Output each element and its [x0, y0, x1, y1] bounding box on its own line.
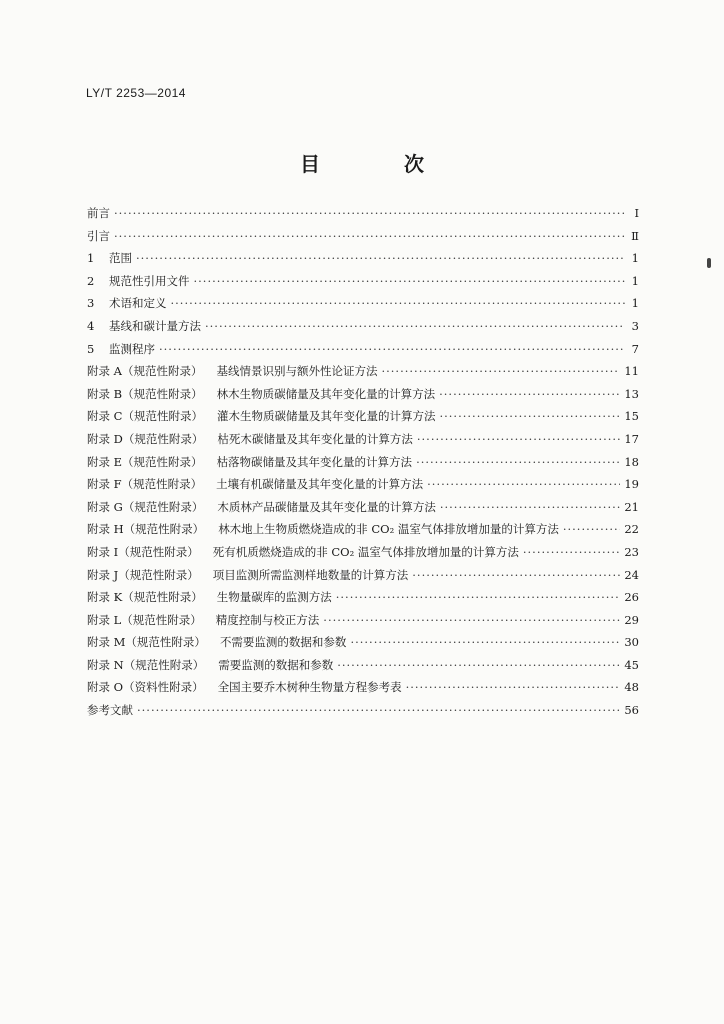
toc-entry-title: 林木生物质碳储量及其年变化量的计算方法 [216, 386, 436, 401]
toc-entry-page: 13 [624, 386, 639, 401]
toc-entry-label [87, 567, 408, 583]
toc-entry-page: 30 [624, 635, 639, 650]
toc-entry-title: 全国主要乔木树种生物量方程参考表 [217, 680, 402, 695]
toc-leader-dots [440, 500, 621, 514]
toc-leader-dots [417, 432, 620, 446]
toc-entry-page: 17 [624, 431, 639, 446]
toc-entry[interactable] [87, 657, 639, 680]
toc-entry-label [87, 318, 201, 334]
toc-leader-dots [137, 703, 620, 717]
toc-entry-appendix: 附录 O（资料性附录） [87, 680, 204, 695]
toc-entry-page: 48 [624, 680, 639, 695]
toc-entry-number: 2 [87, 273, 95, 288]
page-title: 目 次 [300, 152, 456, 176]
toc-leader-dots [427, 477, 620, 491]
toc-entry-label [87, 589, 332, 605]
toc-leader-dots [381, 364, 620, 378]
toc-entry-title: 木质林产品碳储量及其年变化量的计算方法 [217, 499, 436, 514]
toc-entry-label [87, 612, 319, 628]
toc-entry-page: 21 [624, 499, 639, 514]
toc-entry-title: 枯死木碳储量及其年变化量的计算方法 [217, 431, 413, 446]
toc-entry-label [87, 634, 346, 650]
toc-entry-page: 1 [631, 251, 639, 266]
toc-entry[interactable] [87, 431, 639, 454]
toc-entry-page: 23 [624, 544, 639, 559]
toc-entry-label [87, 295, 167, 311]
toc-leader-dots [194, 274, 626, 288]
standard-code: LY/T 2253—2014 [86, 86, 186, 100]
toc-entry-label [87, 476, 423, 492]
toc-entry-appendix: 附录 I（规范性附录） [87, 544, 199, 559]
toc-entry-title: 监测程序 [109, 341, 155, 356]
toc-entry[interactable] [87, 499, 639, 522]
toc-entry-title: 前言 [87, 206, 110, 220]
toc-entry[interactable] [87, 634, 639, 657]
toc-entry-appendix: 附录 G（规范性附录） [87, 499, 204, 514]
toc-entry-page: 56 [624, 703, 639, 718]
toc-entry-label [87, 657, 333, 673]
toc-entry-title: 土壤有机碳储量及其年变化量的计算方法 [216, 477, 424, 492]
toc-entry[interactable] [87, 567, 639, 590]
toc-entry[interactable] [87, 228, 639, 251]
toc-entry-title: 不需要监测的数据和参数 [219, 635, 347, 650]
toc-entry-page: 15 [624, 409, 639, 424]
toc-leader-dots [114, 229, 625, 243]
toc-entry-appendix: 附录 L（规范性附录） [87, 612, 202, 627]
toc-entry-title: 参考文献 [87, 703, 133, 718]
toc-entry-page: Ⅱ [631, 228, 639, 243]
toc-entry-title: 术语和定义 [109, 296, 167, 311]
toc-entry[interactable] [87, 318, 639, 341]
toc-entry-appendix: 附录 J（规范性附录） [87, 567, 199, 582]
toc-leader-dots [337, 658, 620, 672]
toc-entry[interactable] [87, 295, 639, 318]
toc-leader-dots [439, 409, 620, 423]
toc-leader-dots [416, 455, 620, 469]
toc-leader-dots [323, 613, 620, 627]
toc-entry-title: 基线和碳计量方法 [109, 318, 201, 333]
toc-entry[interactable] [87, 702, 639, 725]
toc-entry-page: 3 [631, 318, 639, 333]
table-of-contents [87, 205, 639, 725]
toc-leader-dots [336, 590, 621, 604]
toc-entry-title: 枯落物碳储量及其年变化量的计算方法 [216, 454, 413, 469]
toc-entry-label [87, 228, 110, 244]
toc-entry-label [87, 205, 110, 221]
toc-entry[interactable] [87, 273, 639, 296]
toc-entry-label [87, 408, 435, 424]
toc-entry-label [87, 521, 559, 537]
toc-entry-title: 灌木生物质碳储量及其年变化量的计算方法 [216, 409, 436, 424]
toc-entry-number: 3 [87, 296, 95, 311]
toc-entry[interactable] [87, 250, 639, 273]
toc-entry[interactable] [87, 679, 639, 702]
toc-entry[interactable] [87, 363, 639, 386]
toc-entry-page: 19 [624, 477, 639, 492]
toc-leader-dots [114, 206, 625, 220]
toc-entry-page: 24 [624, 567, 639, 582]
toc-leader-dots [406, 680, 621, 694]
toc-entry-label [87, 702, 133, 718]
toc-entry-appendix: 附录 E（规范性附录） [87, 454, 203, 469]
toc-entry-title: 规范性引用文件 [109, 273, 190, 288]
toc-leader-dots [412, 568, 620, 582]
toc-leader-dots [171, 296, 626, 310]
toc-entry-page: 1 [631, 273, 639, 288]
toc-entry-number: 4 [87, 318, 95, 333]
toc-entry[interactable] [87, 612, 639, 635]
toc-leader-dots [439, 387, 620, 401]
toc-entry[interactable] [87, 521, 639, 544]
toc-entry-label [87, 363, 377, 379]
toc-entry-label [87, 499, 436, 515]
toc-entry-title: 项目监测所需监测样地数量的计算方法 [212, 567, 409, 582]
toc-entry-title: 需要监测的数据和参数 [218, 657, 334, 672]
toc-entry-appendix: 附录 M（规范性附录） [87, 635, 206, 650]
toc-leader-dots [159, 342, 625, 356]
toc-entry-number: 1 [87, 251, 95, 266]
toc-entry[interactable] [87, 341, 639, 364]
toc-entry-appendix: 附录 F（规范性附录） [87, 477, 203, 492]
toc-entry-title: 范围 [109, 251, 132, 266]
toc-entry-label [87, 431, 413, 447]
toc-entry-label [87, 454, 412, 470]
toc-entry-title: 生物量碳库的监测方法 [216, 590, 332, 605]
toc-entry-number: 5 [87, 341, 95, 356]
toc-entry-title: 基线情景识别与额外性论证方法 [216, 364, 378, 379]
toc-leader-dots [523, 545, 621, 559]
toc-entry-appendix: 附录 N（规范性附录） [87, 657, 205, 672]
toc-entry-page: 1 [631, 296, 639, 311]
toc-entry-label [87, 250, 132, 266]
toc-entry-page: Ⅰ [634, 206, 639, 220]
toc-entry-appendix: 附录 A（规范性附录） [87, 364, 203, 379]
toc-entry-label [87, 544, 519, 560]
toc-entry-title: 林木地上生物质燃烧造成的非 CO₂ 温室气体排放增加量的计算方法 [218, 522, 559, 537]
toc-entry-appendix: 附录 C（规范性附录） [87, 409, 203, 424]
toc-leader-dots [563, 522, 621, 536]
toc-leader-dots [350, 635, 620, 649]
toc-entry-title: 精度控制与校正方法 [215, 612, 320, 627]
toc-entry-page: 45 [624, 657, 639, 672]
toc-entry-title: 引言 [87, 228, 110, 243]
toc-entry-appendix: 附录 H（规范性附录） [87, 522, 205, 537]
toc-entry-title: 死有机质燃烧造成的非 CO₂ 温室气体排放增加量的计算方法 [212, 544, 519, 559]
toc-entry-label [87, 679, 402, 695]
toc-entry[interactable] [87, 408, 639, 431]
toc-entry[interactable] [87, 544, 639, 567]
toc-leader-dots [205, 319, 625, 333]
toc-entry-label [87, 386, 435, 402]
toc-entry-page: 18 [624, 454, 639, 469]
toc-entry-page: 7 [631, 341, 639, 356]
toc-entry-page: 22 [624, 522, 639, 537]
toc-entry-appendix: 附录 K（规范性附录） [87, 590, 203, 605]
toc-entry-appendix: 附录 B（规范性附录） [87, 386, 203, 401]
toc-entry[interactable] [87, 386, 639, 409]
scan-mark [707, 258, 711, 268]
toc-entry[interactable] [87, 454, 639, 477]
toc-entry-label [87, 341, 155, 357]
toc-entry[interactable] [87, 205, 639, 228]
toc-entry[interactable] [87, 476, 639, 499]
toc-entry-appendix: 附录 D（规范性附录） [87, 431, 204, 446]
toc-leader-dots [136, 251, 625, 265]
toc-entry-page: 11 [624, 364, 639, 379]
toc-entry-page: 29 [624, 612, 639, 627]
toc-entry-label [87, 273, 190, 289]
toc-entry[interactable] [87, 589, 639, 612]
toc-entry-page: 26 [624, 590, 639, 605]
